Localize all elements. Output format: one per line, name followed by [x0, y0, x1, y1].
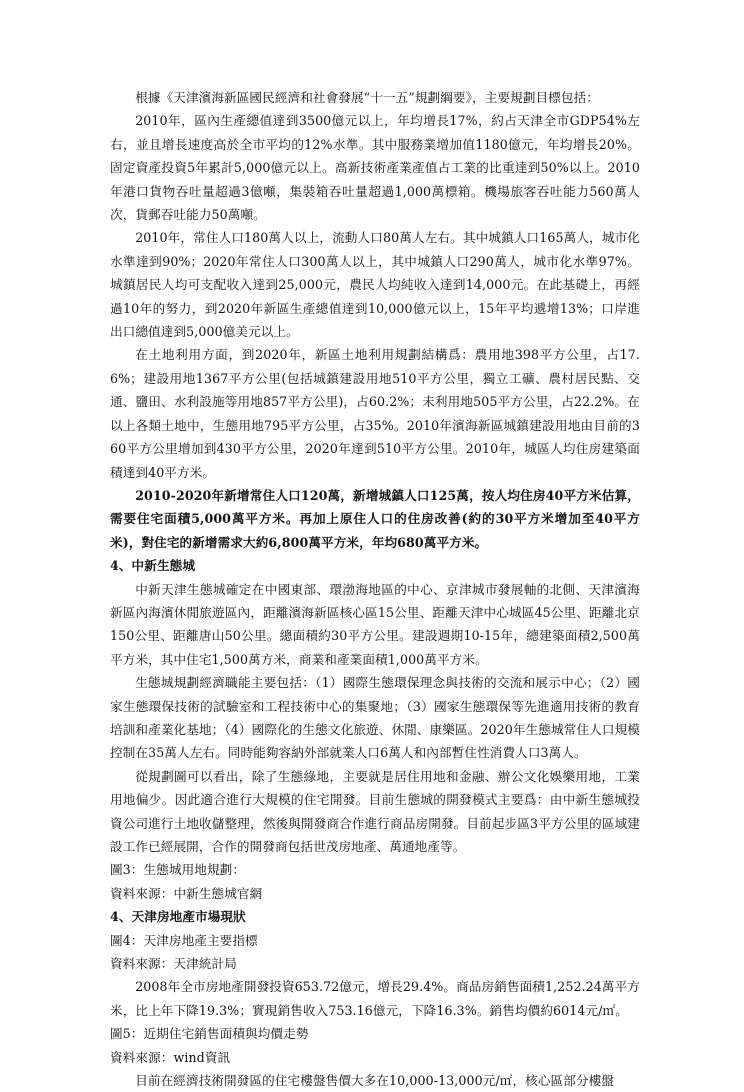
- paragraph-current-prices: 目前在經濟技術開發區的住宅樓盤售價大多在10,000-13,000元/㎡，核心區部分樓盤: [135, 1073, 615, 1089]
- paragraph-population: 2010年，常住人口180萬人以上，流動人口80萬人左右。其中城鎮人口165萬人，城市化水準達到90%；2020年常住人口300萬人以上，其中城鎮人口290萬人，城市化水準97%。城鎮居民人均可支配收入達到25,000元，農民人均純收入達到14,000元。在此基礎上，再經過10年的努力，到2020年新區生產總值達到10,000億元以上，15年平均遞增13%；口岸進出口總值達到5,000億美元以上。: [110, 230, 640, 340]
- paragraph-land-use: 在土地利用方面，到2020年，新區土地利用規劃結構爲：農用地398平方公里，占17.6%；建設用地1367平方公里(包括城鎮建設用地510平方公里，獨立工礦、農村居民點、交通、鹽田、水利設施等用地857平方公里)，占60.2%；未利用地505平方公里，占22.2%。在以上各類土地中，生態用地795平方公里，占35%。2010年濱海新區城鎮建設用地由目前的360平方公里增加到430平方公里，2020年達到510平方公里。2010年，城區人均住房建築面積達到40平方米。: [110, 347, 640, 480]
- figure-source-5: 資料來源：wind資訊: [110, 1049, 231, 1065]
- paragraph-2010-economy: 2010年，區內生產總值達到3500億元以上，年均增長17%，約占天津全市GDP54%左右，並且增長速度高於全市平均的12%水準。其中服務業增加值1180億元，年均增長20%。固定資產投資5年累計5,000億元以上。高新技術產業產值占工業的比重達到50%以上。2010年港口貨物吞吐量超過3億噸，集裝箱吞吐量超過1,000萬標箱。機場旅客吞吐能力560萬人次，貨郵吞吐能力50萬噸。: [110, 113, 640, 223]
- paragraph-eco-city-development: 從規劃圖可以看出，除了生態綠地，主要就是居住用地和金融、辦公文化娛樂用地，工業用地偏少。因此適合進行大規模的住宅開發。目前生態城的開發模式主要爲：由中新生態城投資公司進行土地收儲整理，然後與開發商合作進行商品房開發。目前起步區3平方公里的區域建設工作已經展開，合作的開發商包括世茂房地產、萬通地產等。: [110, 768, 640, 854]
- figure-caption-5: 圖5：近期住宅銷售面積與均價走勢: [110, 1026, 309, 1042]
- figure-source-3: 資料來源：中新生態城官網: [110, 885, 263, 901]
- section-heading-eco-city: 4、中新生態城: [110, 558, 196, 574]
- figure-caption-4: 圖4：天津房地產主要指標: [110, 932, 258, 948]
- paragraph-intro: 根據《天津濱海新區國民經濟和社會發展“十一五”規劃綱要》，主要規劃目標包括：: [135, 90, 599, 105]
- paragraph-eco-city-functions: 生態城規劃經濟職能主要包括：（1）國際生態環保理念與技術的交流和展示中心；（2）國家生態環保技術的試驗室和工程技術中心的集聚地；（3）國家生態環保等先進適用技術的教育培訓和產業化基地；（4）國際化的生態文化旅遊、休閒、康樂區。2020年生態城常住人口規模控制在35萬人左右。同時能夠容納外部就業人口6萬人和內部暫住性消費人口3萬人。: [110, 675, 640, 761]
- figure-caption-3: 圖3：生態城用地規劃：: [110, 862, 246, 878]
- paragraph-housing-demand: 2010-2020年新增常住人口120萬，新增城鎮人口125萬，按人均住房40平方米估算，需要住宅面積5,000萬平方米。再加上原住人口的住房改善(約的30平方米增加至40平方米)，對住宅的新增需求大約6,800萬平方米，年均680萬平方米。: [110, 487, 640, 550]
- section-heading-market: 4、天津房地產市場現狀: [110, 909, 246, 925]
- figure-source-4: 資料來源：天津統計局: [110, 956, 237, 972]
- document-page: [110, 86, 640, 1092]
- paragraph-2008-market: 2008年全市房地產開發投資653.72億元，增長29.4%。商品房銷售面積1,252.24萬平方米，比上年下降19.3%；實現銷售收入753.16億元，下降16.3%。銷售均價約6014元/㎡。: [110, 979, 640, 1018]
- paragraph-eco-city-location: 中新天津生態城確定在中國東部、環渤海地區的中心、京津城市發展軸的北側、天津濱海新區內海濱休閒旅遊區內，距離濱海新區核心區15公里、距離天津中心城區45公里、距離北京150公里、距離唐山50公里。總面積約30平方公里。建設週期10-15年，總建築面積2,500萬平方米，其中住宅1,500萬方米，商業和產業面積1,000萬平方米。: [110, 581, 640, 667]
